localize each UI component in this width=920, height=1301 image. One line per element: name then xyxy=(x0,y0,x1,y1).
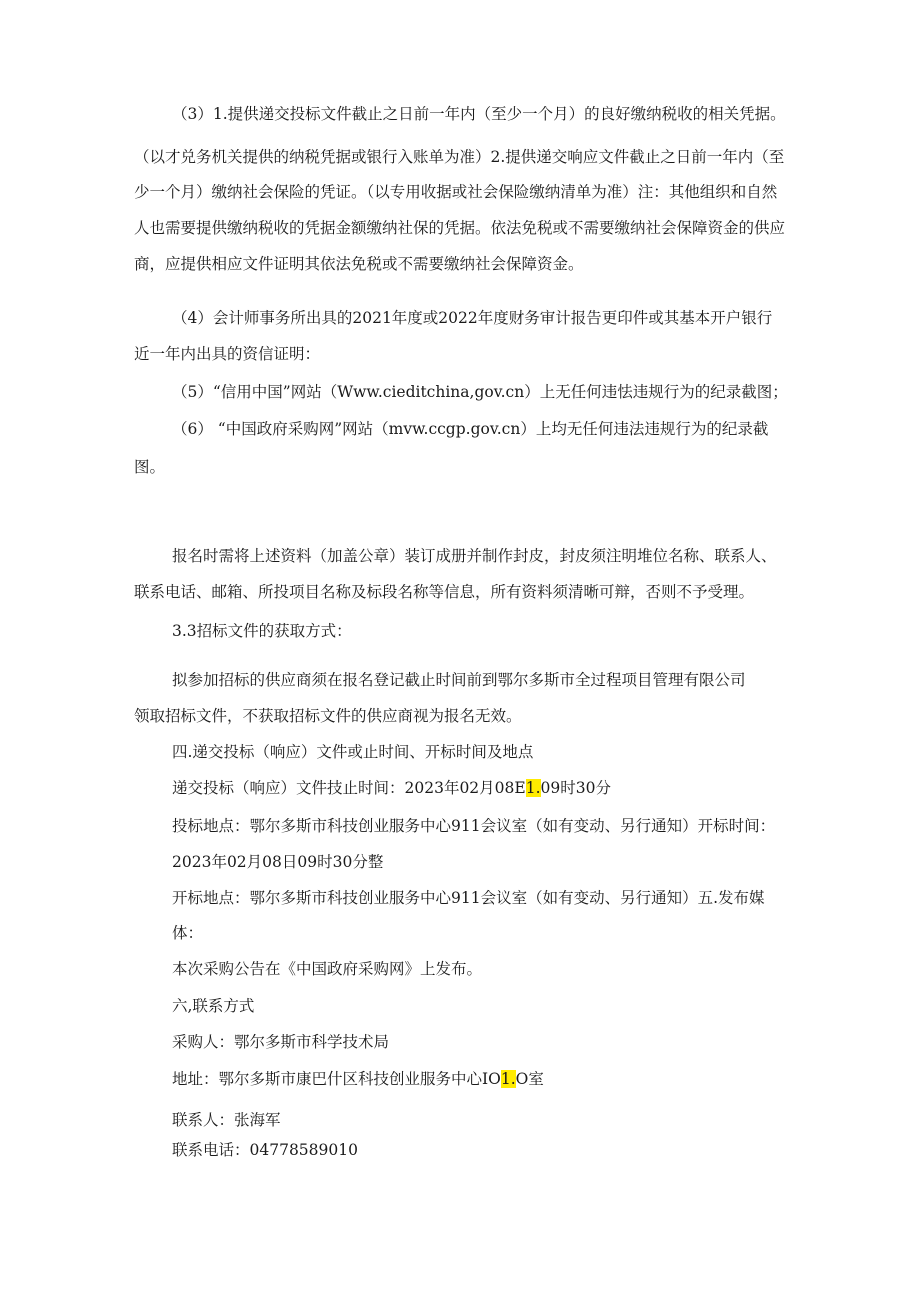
para-3-line-5: 商，应提供相应文件证明其依法免税或不需要缴纳社会保障资金。 xyxy=(134,255,584,273)
deadline-text-end: 09时30分 xyxy=(540,779,611,797)
para-4-line-2: 近一年内出具的资信证明： xyxy=(134,345,321,363)
contact-person: 联系人：张海军 xyxy=(172,1111,281,1129)
deadline-text: 递交投标（响应）文件技止时间：2023年02月08E xyxy=(172,779,526,797)
deadline-highlight: 1. xyxy=(525,779,541,797)
para-3-line-2: （以才兑务机关提供的纳税凭据或银行入账单为准）2.提供递交响应文件截止之日前一年内（至 xyxy=(134,148,785,166)
obtain-line-2: 领取招标文件，不获取招标文件的供应商视为报名无效。 xyxy=(134,707,522,725)
purchaser-line: 采购人：鄂尔多斯市科学技术局 xyxy=(172,1033,390,1051)
para-3-line-1: （3）1.提供递交投标文件截止之日前一年内（至少一个月）的良好缴纳税收的相关凭据。 xyxy=(172,105,786,123)
registration-line-2: 联系电话、邮箱、所投项目名称及标段名称等信息，所有资料须清晰可辩，否则不予受理。 xyxy=(134,583,755,601)
para-6-line-1: （6） “中国政府采购网”网站（mvw.ccgp.gov.cn）上均无任何违法违规行为的纪录截 xyxy=(172,420,769,438)
publish-line: 本次采购公告在《中国政府采购网》上发布。 xyxy=(172,960,483,978)
para-3-line-3: 少一个月）缴纳社会保险的凭证。（以专用收据或社会保险缴纳清单为准）注：其他组织和自然 xyxy=(134,183,778,201)
para-5: （5）“信用中国”网站（Www.cieditchina,gov.cn）上无任何违怯违规行为的纪录截图； xyxy=(172,383,788,401)
address-highlight: 1. xyxy=(500,1070,516,1088)
obtain-line-1: 拟参加招标的供应商须在报名登记截止时间前到鄂尔多斯市全过程项目管理有限公司 xyxy=(172,671,746,689)
address-text-end: O室 xyxy=(515,1070,544,1088)
open-place-line-2: 体： xyxy=(172,924,204,942)
registration-line-1: 报名时需将上述资料（加盖公章）装订成册并制作封皮，封皮须注明堆位名称、联系人、 xyxy=(172,547,777,565)
para-4-line-1: （4）会计师事务所出具的2021年度或2022年度财务审计报告更印件或其基本开户银行 xyxy=(172,309,773,327)
section-6-heading: 六,联系方式 xyxy=(172,997,255,1015)
para-3-line-4: 人也需要提供缴纳税收的凭据金额缴纳社保的凭据。依法免税或不需要缴纳社会保障资金的供应 xyxy=(134,219,786,237)
bid-place-line-1: 投标地点：鄂尔多斯市科技创业服务中心911会议室（如有变动、另行通知）开标时间： xyxy=(172,817,776,835)
deadline-line xyxy=(172,777,611,799)
address-line xyxy=(172,1068,544,1090)
bid-place-line-2: 2023年02月08日09时30分整 xyxy=(172,853,384,871)
contact-phone: 联系电话：04778589010 xyxy=(172,1141,358,1159)
address-text: 地址：鄂尔多斯市康巴什区科技创业服务中心IO xyxy=(172,1070,501,1088)
section-4-heading: 四.递交投标（响应）文件或止时间、开标时间及地点 xyxy=(172,743,534,761)
heading-3-3: 3.3招标文件的获取方式： xyxy=(172,622,352,640)
para-6-line-2: 图。 xyxy=(134,458,166,476)
open-place-line-1: 开标地点：鄂尔多斯市科技创业服务中心911会议室（如有变动、另行通知）五.发布媒 xyxy=(172,889,765,907)
